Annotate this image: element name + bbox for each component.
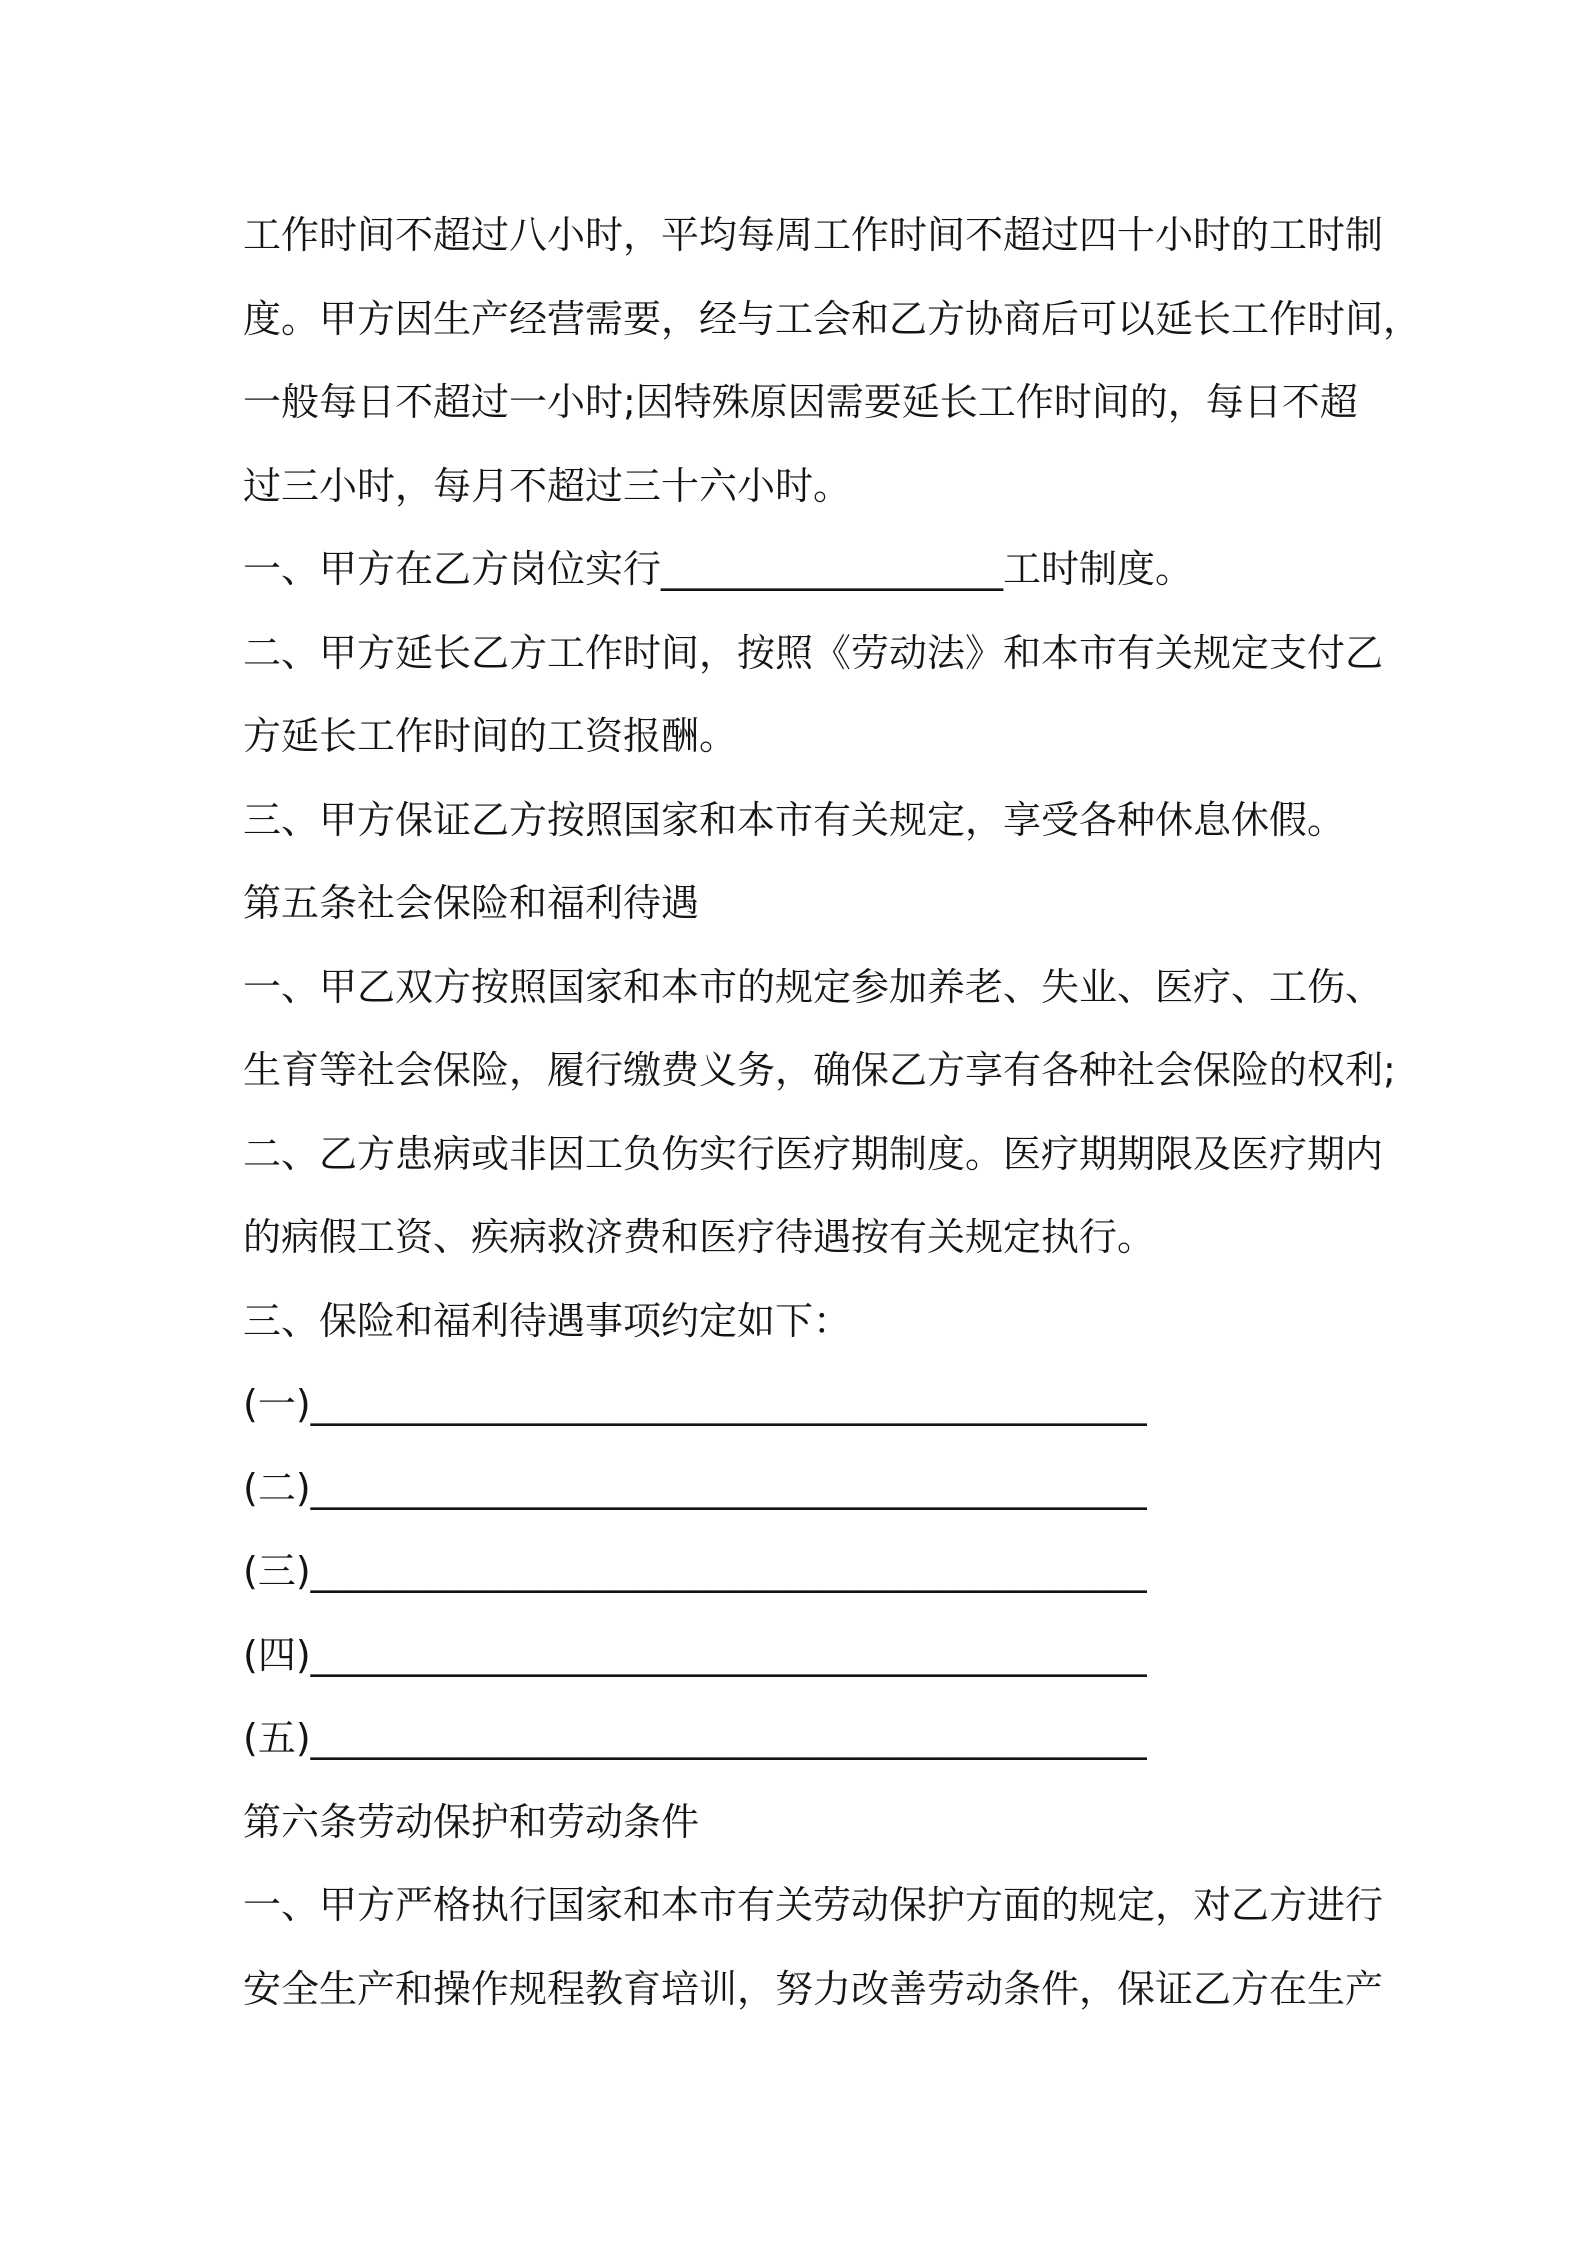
blank-item-1: (一)____________________________________________ (243, 1382, 1147, 1426)
blank-item-4: (四)____________________________________________ (243, 1632, 1147, 1677)
body-line-2: 度。甲方因生产经营需要，经与工会和乙方协商后可以延长工作时间， (243, 296, 1422, 341)
body-line-3: 一般每日不超过一小时;因特殊原因需要延长工作时间的，每日不超 (243, 380, 1358, 424)
body-line-4: 过三小时，每月不超过三十六小时。 (243, 463, 852, 508)
article-five-line-4: 的病假工资、疾病救济费和医疗待遇按有关规定执行。 (243, 1215, 1156, 1259)
blank-item-2: (二)____________________________________________ (243, 1465, 1147, 1510)
clause-line-work-hours: 一、甲方在乙方岗位实行__________________工时制度。 (243, 547, 1194, 591)
clause-line-overtime-2: 方延长工作时间的工资报酬。 (243, 714, 738, 758)
blank-item-5: (五)____________________________________________ (243, 1716, 1147, 1760)
article-five-line-1: 一、甲乙双方按照国家和本市的规定参加养老、失业、医疗、工伤、 (243, 964, 1384, 1009)
article-six-heading: 第六条劳动保护和劳动条件 (243, 1799, 700, 1844)
blank-item-3: (三)____________________________________________ (243, 1549, 1147, 1593)
article-six-line-2: 安全生产和操作规程教育培训，努力改善劳动条件，保证乙方在生产 (243, 1966, 1384, 2011)
document-body (243, 194, 1422, 2031)
article-five-line-3: 二、乙方患病或非因工负伤实行医疗期制度。医疗期期限及医疗期内 (243, 1131, 1384, 1176)
clause-line-overtime-1: 二、甲方延长乙方工作时间，按照《劳动法》和本市有关规定支付乙 (243, 630, 1384, 675)
clause-line-rest-leave: 三、甲方保证乙方按照国家和本市有关规定，享受各种休息休假。 (243, 797, 1346, 842)
article-five-heading: 第五条社会保险和福利待遇 (243, 881, 700, 925)
article-five-line-2: 生育等社会保险，履行缴费义务，确保乙方享有各种社会保险的权利; (243, 1048, 1396, 1092)
article-five-line-5: 三、保险和福利待遇事项约定如下： (243, 1298, 852, 1343)
article-six-line-1: 一、甲方严格执行国家和本市有关劳动保护方面的规定，对乙方进行 (243, 1883, 1384, 1927)
body-line-1: 工作时间不超过八小时，平均每周工作时间不超过四十小时的工时制 (243, 213, 1384, 257)
